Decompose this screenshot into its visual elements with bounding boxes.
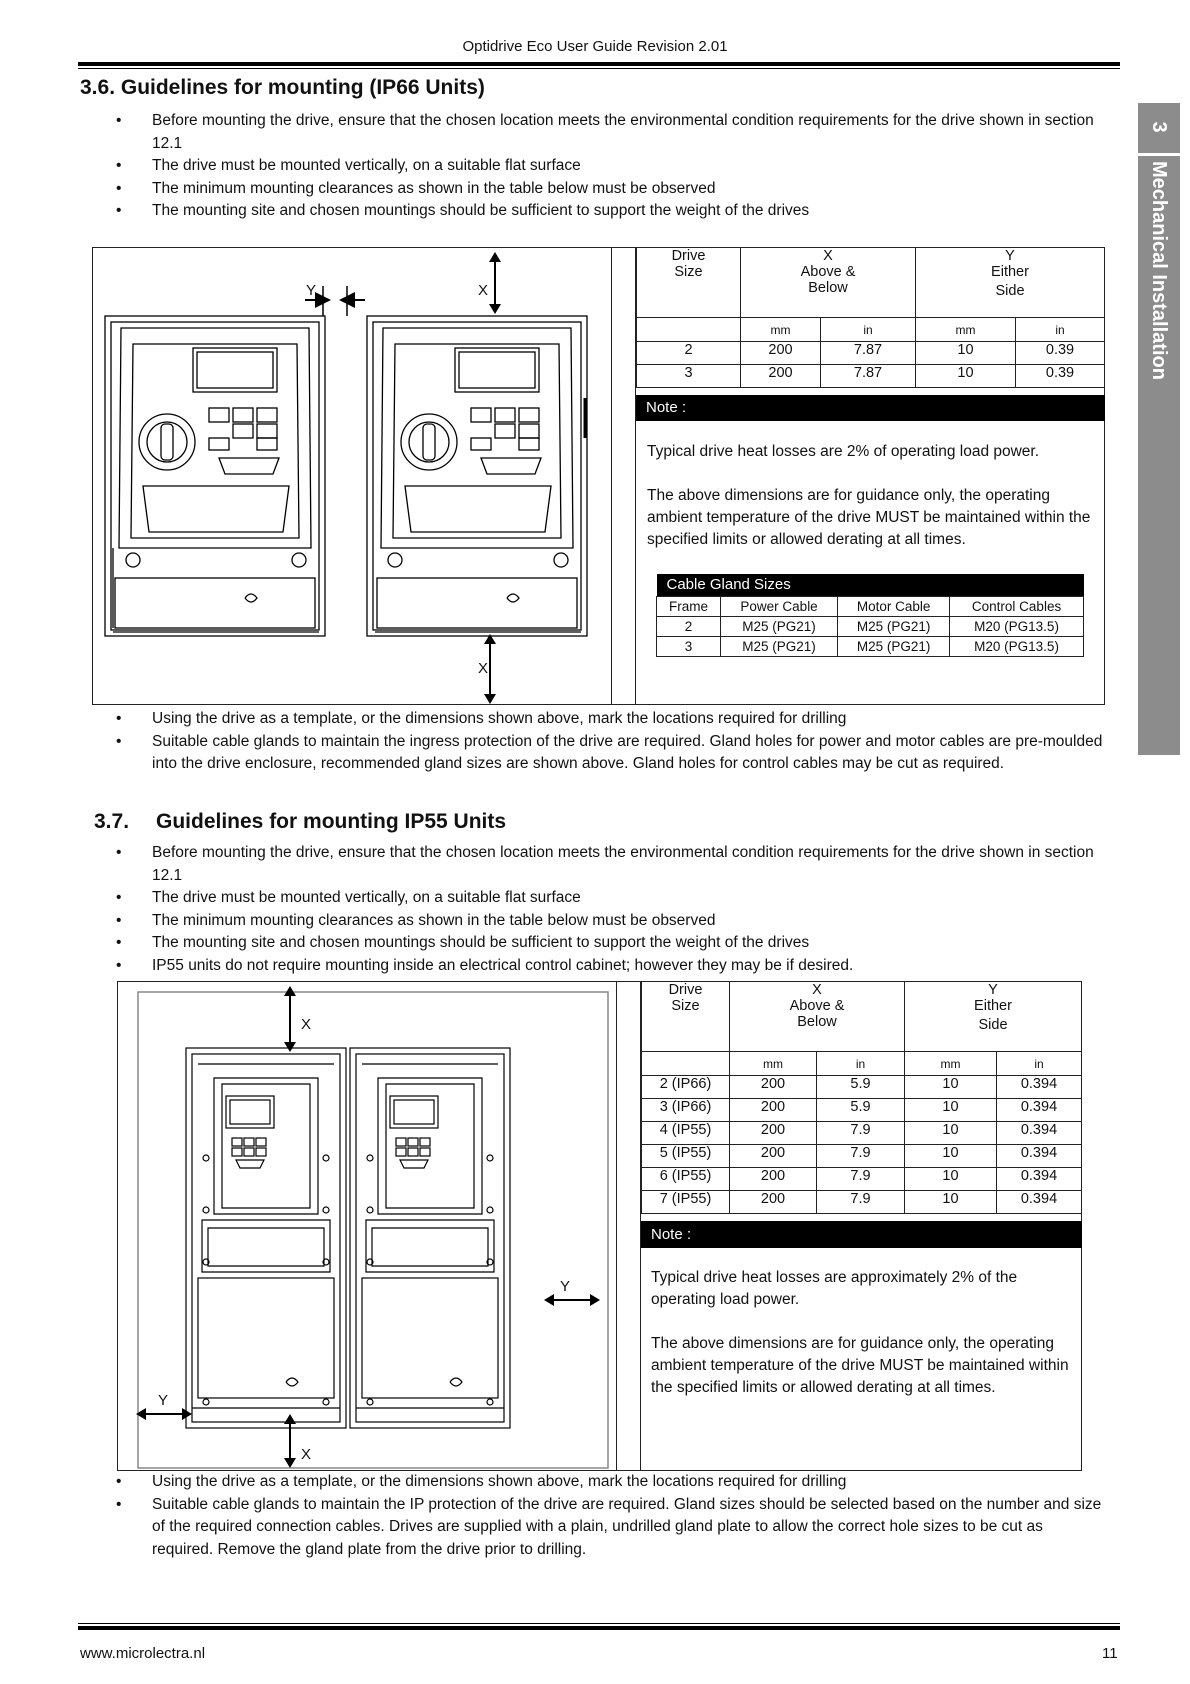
table-cell xyxy=(642,1052,730,1076)
table-cell: 2 (IP66) xyxy=(642,1076,730,1099)
header-line: Either xyxy=(991,264,1029,280)
table-cell: 0.39 xyxy=(1016,365,1105,388)
running-header: Optidrive Eco User Guide Revision 2.01 xyxy=(462,38,728,55)
side-tab-divider xyxy=(1138,153,1180,156)
section-heading-ip55 xyxy=(94,810,506,834)
list-item: • The mounting site and chosen mountings should be sufficient to support the weight of the drives xyxy=(116,932,1108,955)
table-header: Power Cable xyxy=(720,597,837,617)
ip66-clearance-table xyxy=(636,247,1105,388)
ip55-note-title: Note : xyxy=(641,1221,1082,1248)
table-row xyxy=(637,365,1105,388)
table-cell: in xyxy=(821,318,916,342)
header-line: Drive xyxy=(668,982,703,998)
header-line: Below xyxy=(797,1014,837,1030)
table-cell: in xyxy=(997,1052,1082,1076)
table-cell: M25 (PG21) xyxy=(838,637,950,657)
table-header: Frame xyxy=(657,597,721,617)
section-number: 3.7. xyxy=(94,810,130,833)
ip55-requirements-list xyxy=(116,842,1108,977)
header-line: Y xyxy=(988,982,998,998)
table-cell: 200 xyxy=(730,1191,817,1214)
footer-rule xyxy=(78,1626,1120,1630)
ip66-frame-divider xyxy=(611,247,612,705)
table-cell: M25 (PG21) xyxy=(838,617,950,637)
list-item: • Before mounting the drive, ensure that the chosen location meets the environmental condition requirements for the drive shown in section 12.1 xyxy=(116,110,1108,155)
table-cell: 2 xyxy=(637,342,741,365)
ip66-mounting-drawing xyxy=(93,248,610,704)
table-cell: 7.9 xyxy=(817,1122,905,1145)
table-cell: 5.9 xyxy=(817,1099,905,1122)
ip55-label-y-right: Y xyxy=(560,1278,571,1295)
ip55-drive-right xyxy=(350,1048,510,1428)
list-item: • Suitable cable glands to maintain the IP protection of the drive are required. Gland sizes should be selected based on the number and size of the required connection cables. Drives are supplied with a plain, undrilled gland plate to allow the correct hole sizes to be cut as required. Remove the gland plate from the drive prior to drilling. xyxy=(116,1494,1108,1562)
header-line: Y xyxy=(1005,248,1015,264)
table-header xyxy=(741,248,916,318)
table-cell: mm xyxy=(741,318,821,342)
header-line: Side xyxy=(995,283,1025,299)
header-line: Either xyxy=(974,998,1012,1014)
ip66-drilling-list xyxy=(116,708,1108,776)
table-cell: M25 (PG21) xyxy=(720,617,837,637)
table-row xyxy=(637,342,1105,365)
table-cell: mm xyxy=(905,1052,997,1076)
table-cell: 200 xyxy=(741,365,821,388)
table-cell: 7.87 xyxy=(821,342,916,365)
table-header xyxy=(730,982,905,1052)
header-line: Above & xyxy=(800,264,856,280)
table-cell: 3 (IP66) xyxy=(642,1099,730,1122)
ip66-note-title: Note : xyxy=(636,395,1105,421)
header-line: Drive xyxy=(671,248,706,264)
table-cell: in xyxy=(1016,318,1105,342)
chapter-label: Mechanical Installation xyxy=(1148,161,1170,380)
table-cell: 0.394 xyxy=(997,1099,1082,1122)
ip55-mounting-drawing xyxy=(118,982,615,1470)
list-item: • The drive must be mounted vertically, on a suitable flat surface xyxy=(116,887,1108,910)
ip55-clearance-table xyxy=(641,981,1082,1214)
header-rule xyxy=(78,62,1120,66)
table-cell: 10 xyxy=(916,342,1016,365)
header-line: Side xyxy=(978,1017,1008,1033)
table-row xyxy=(642,1168,1082,1191)
note-paragraph: Typical drive heat losses are 2% of operating load power. xyxy=(647,443,1040,460)
header-rule-thin xyxy=(78,68,1120,69)
ip55-note-text xyxy=(651,1267,1071,1421)
table-cell: in xyxy=(817,1052,905,1076)
table-header xyxy=(916,248,1105,318)
section-title: Guidelines for mounting IP55 Units xyxy=(156,810,507,833)
table-row xyxy=(642,1145,1082,1168)
cable-gland-table xyxy=(656,574,1084,657)
table-row xyxy=(657,637,1084,657)
header-line: Below xyxy=(808,280,848,296)
table-cell: 10 xyxy=(905,1076,997,1099)
table-cell: 7.9 xyxy=(817,1145,905,1168)
ip66-label-y: Y xyxy=(306,282,317,299)
table-cell: 200 xyxy=(730,1099,817,1122)
table-cell: 10 xyxy=(905,1099,997,1122)
list-item: • Using the drive as a template, or the dimensions shown above, mark the locations required for drilling xyxy=(116,1471,1108,1494)
table-cell: 10 xyxy=(905,1122,997,1145)
ip66-drive-left xyxy=(105,316,325,636)
table-cell: mm xyxy=(916,318,1016,342)
ip66-note-text xyxy=(647,441,1097,573)
table-row xyxy=(642,1122,1082,1145)
ip55-frame-divider xyxy=(616,981,617,1471)
header-line: X xyxy=(812,982,822,998)
list-item: • IP55 units do not require mounting inside an electrical control cabinet; however they may be if desired. xyxy=(116,955,1108,978)
table-cell: 0.394 xyxy=(997,1168,1082,1191)
table-cell: 10 xyxy=(916,365,1016,388)
section-heading-ip66: 3.6. Guidelines for mounting (IP66 Units) xyxy=(80,76,485,99)
ip55-drive-left xyxy=(186,1048,346,1428)
table-cell: 10 xyxy=(905,1145,997,1168)
table-cell: 200 xyxy=(730,1122,817,1145)
chapter-side-tab xyxy=(1138,103,1180,755)
note-paragraph: The above dimensions are for guidance only, the operating ambient temperature of the drive MUST be maintained within the specified limits or allowed derating at all times. xyxy=(647,487,1091,548)
ip66-requirements-list xyxy=(116,110,1108,223)
footer-url: www.microlectra.nl xyxy=(80,1645,206,1662)
table-cell: 7.9 xyxy=(817,1191,905,1214)
table-cell: 0.394 xyxy=(997,1191,1082,1214)
footer-rule-thin xyxy=(78,1623,1120,1624)
list-item: • The minimum mounting clearances as shown in the table below must be observed xyxy=(116,910,1108,933)
list-item: • Before mounting the drive, ensure that the chosen location meets the environmental condition requirements for the drive shown in section 12.1 xyxy=(116,842,1108,887)
ip66-label-x-top: X xyxy=(478,282,489,299)
table-cell: 200 xyxy=(730,1168,817,1191)
table-row xyxy=(642,1191,1082,1214)
ip66-label-x-bottom: X xyxy=(478,660,489,677)
page-number: 11 xyxy=(1102,1645,1118,1662)
list-item: • The mounting site and chosen mountings should be sufficient to support the weight of the drives xyxy=(116,200,1108,223)
table-cell: M20 (PG13.5) xyxy=(950,617,1084,637)
table-header: Motor Cable xyxy=(838,597,950,617)
header-line: Size xyxy=(671,998,700,1014)
table-cell xyxy=(637,318,741,342)
ip55-label-x-bottom: X xyxy=(301,1446,312,1463)
ip55-label-x-top: X xyxy=(301,1016,312,1033)
ip66-drive-right xyxy=(367,316,587,636)
table-cell: mm xyxy=(730,1052,817,1076)
ip55-label-y-left: Y xyxy=(158,1392,169,1409)
table-header xyxy=(905,982,1082,1052)
ip55-drilling-list xyxy=(116,1471,1108,1561)
list-item: • The drive must be mounted vertically, on a suitable flat surface xyxy=(116,155,1108,178)
header-line: X xyxy=(823,248,833,264)
table-cell: 200 xyxy=(741,342,821,365)
table-header: Control Cables xyxy=(950,597,1084,617)
header-line: Size xyxy=(674,264,703,280)
table-cell: 7.87 xyxy=(821,365,916,388)
table-cell: 200 xyxy=(730,1076,817,1099)
header-line: Above & xyxy=(789,998,845,1014)
table-cell: 7 (IP55) xyxy=(642,1191,730,1214)
table-cell: 5 (IP55) xyxy=(642,1145,730,1168)
list-item: • Using the drive as a template, or the dimensions shown above, mark the locations required for drilling xyxy=(116,708,1108,731)
table-cell: 6 (IP55) xyxy=(642,1168,730,1191)
table-cell: 0.39 xyxy=(1016,342,1105,365)
table-header xyxy=(642,982,730,1052)
table-cell: 0.394 xyxy=(997,1145,1082,1168)
table-cell: 0.394 xyxy=(997,1076,1082,1099)
chapter-number: 3 xyxy=(1148,121,1170,133)
table-header xyxy=(637,248,741,318)
table-cell: 4 (IP55) xyxy=(642,1122,730,1145)
table-row xyxy=(642,1076,1082,1099)
table-cell: 10 xyxy=(905,1168,997,1191)
list-item: • The minimum mounting clearances as shown in the table below must be observed xyxy=(116,178,1108,201)
list-item: • Suitable cable glands to maintain the ingress protection of the drive are required. Gland holes for power and motor cables are pre-moulded into the drive enclosure, recommended gland sizes are shown above. Gland holes for control cables may be cut as required. xyxy=(116,731,1108,776)
table-cell: 7.9 xyxy=(817,1168,905,1191)
table-row xyxy=(657,617,1084,637)
table-cell: M20 (PG13.5) xyxy=(950,637,1084,657)
cable-gland-title: Cable Gland Sizes xyxy=(657,574,1084,597)
table-cell: 2 xyxy=(657,617,721,637)
table-cell: 10 xyxy=(905,1191,997,1214)
table-cell: 3 xyxy=(637,365,741,388)
table-cell: 3 xyxy=(657,637,721,657)
table-cell: M25 (PG21) xyxy=(720,637,837,657)
table-row xyxy=(642,1099,1082,1122)
note-paragraph: The above dimensions are for guidance only, the operating ambient temperature of the drive MUST be maintained within the specified limits or allowed derating at all times. xyxy=(651,1335,1069,1396)
note-paragraph: Typical drive heat losses are approximately 2% of the operating load power. xyxy=(651,1269,1018,1308)
table-cell: 0.394 xyxy=(997,1122,1082,1145)
table-cell: 200 xyxy=(730,1145,817,1168)
table-cell: 5.9 xyxy=(817,1076,905,1099)
